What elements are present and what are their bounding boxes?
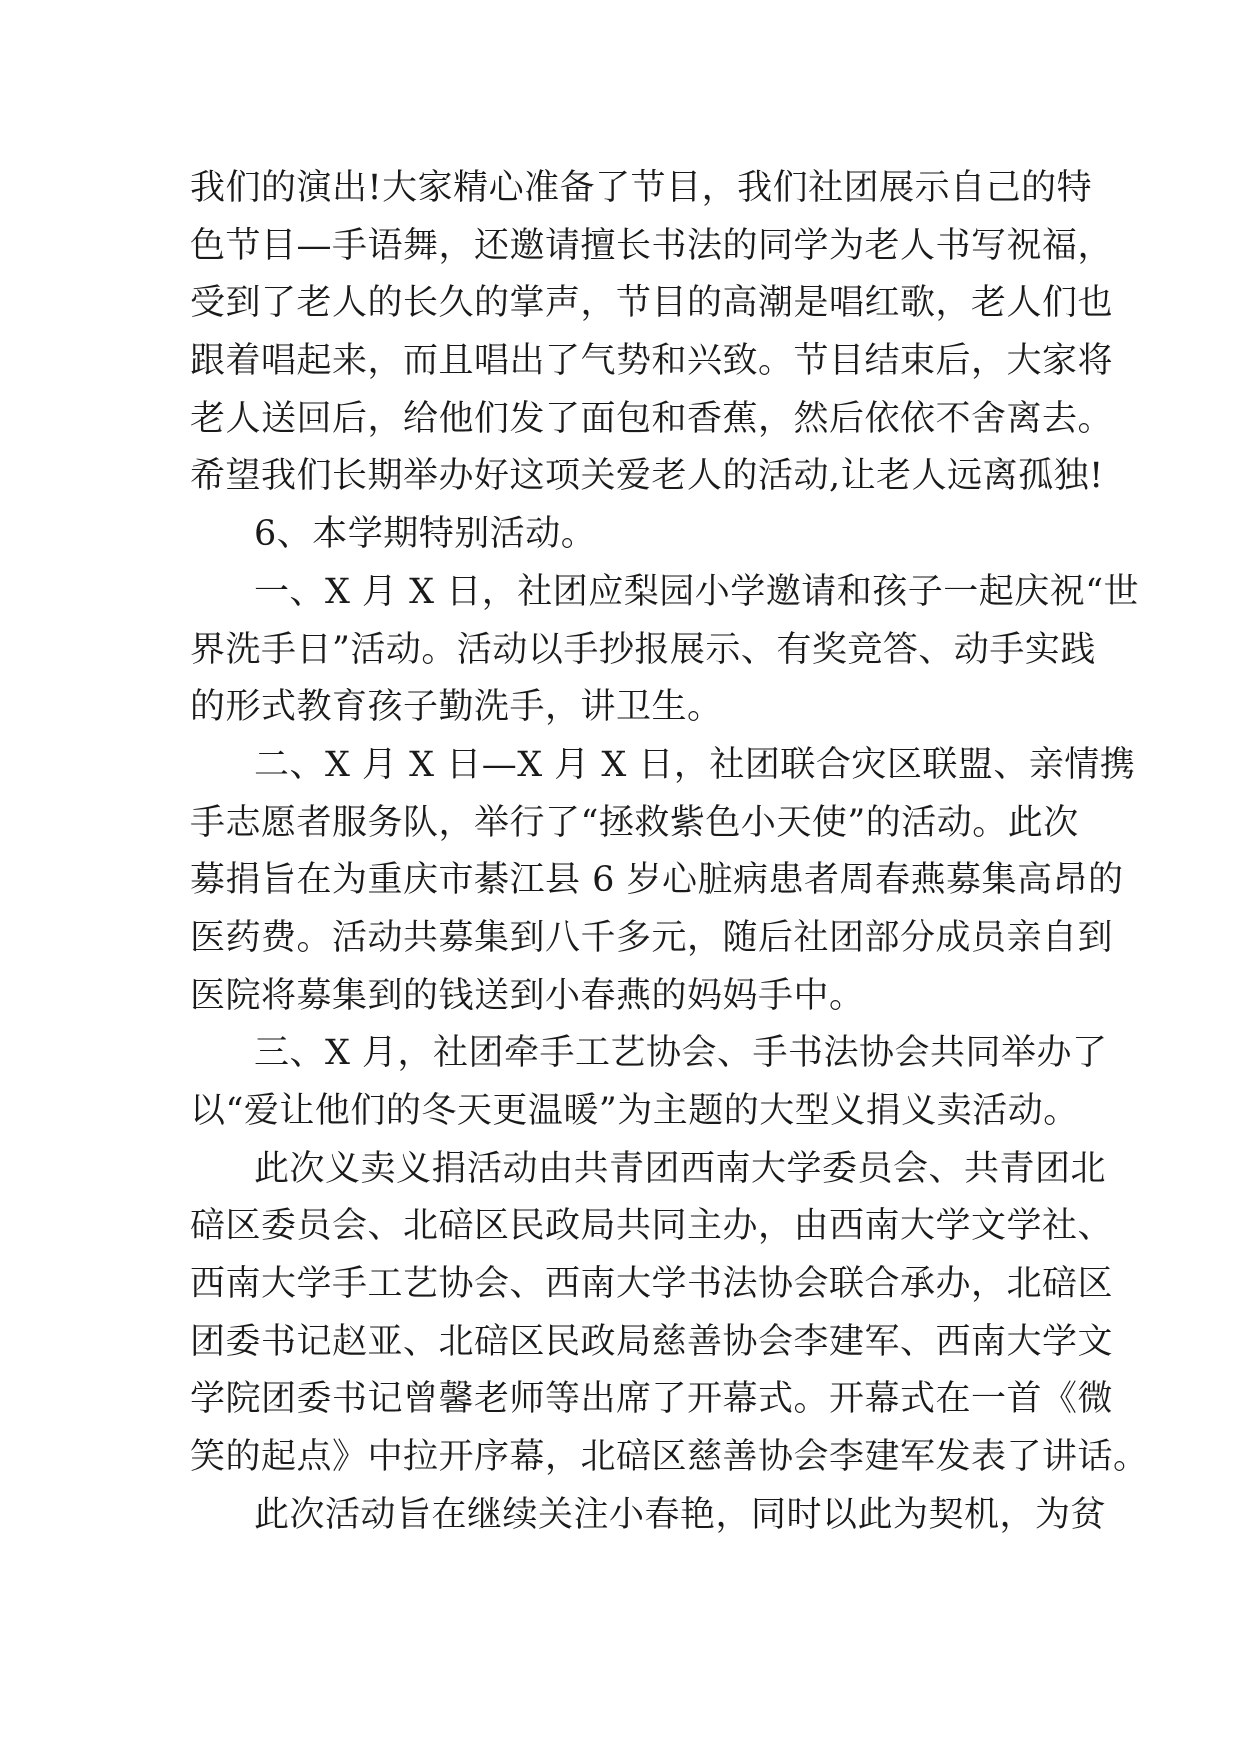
text-line: 团委书记赵亚、北碚区民政局慈善协会李建军、西南大学文 bbox=[190, 1321, 1114, 1362]
text-line: 此次义卖义捐活动由共青团西南大学委员会、共青团北 bbox=[254, 1148, 1107, 1189]
text-line: 二、X 月 X 日—X 月 X 日，社团联合灾区联盟、亲情携 bbox=[254, 744, 1136, 785]
body-text bbox=[190, 160, 1149, 1545]
text-line: 受到了老人的长久的掌声，节目的高潮是唱红歌，老人们也 bbox=[190, 283, 1114, 324]
text-line: 色节目—手语舞，还邀请擅长书法的同学为老人书写祝福， bbox=[190, 225, 1114, 266]
text-line: 募捐旨在为重庆市綦江县 6 岁心脏病患者周春燕募集高昂的 bbox=[190, 860, 1124, 901]
text-line: 界洗手日”活动。活动以手抄报展示、有奖竞答、动手实践 bbox=[190, 629, 1096, 670]
text-line: 6、本学期特别活动。 bbox=[254, 514, 597, 555]
text-line: 医院将募集到的钱送到小春燕的妈妈手中。 bbox=[190, 975, 865, 1016]
text-line: 学院团委书记曾馨老师等出席了开幕式。开幕式在一首《微 bbox=[190, 1379, 1114, 1420]
text-line: 手志愿者服务队，举行了“拯救紫色小天使”的活动。此次 bbox=[190, 802, 1079, 843]
text-line: 一、X 月 X 日，社团应梨园小学邀请和孩子一起庆祝“世 bbox=[254, 571, 1140, 612]
text-line: 碚区委员会、北碚区民政局共同主办，由西南大学文学社、 bbox=[190, 1206, 1114, 1247]
text-line: 此次活动旨在继续关注小春艳，同时以此为契机，为贫 bbox=[254, 1494, 1107, 1535]
text-line: 跟着唱起来，而且唱出了气势和兴致。节目结束后，大家将 bbox=[190, 341, 1114, 382]
text-line: 三、X 月，社团牵手工艺协会、手书法协会共同举办了 bbox=[254, 1033, 1108, 1074]
text-line: 笑的起点》中拉开序幕，北碚区慈善协会李建军发表了讲话。 bbox=[190, 1437, 1149, 1478]
text-line: 希望我们长期举办好这项关爱老人的活动,让老人远离孤独! bbox=[190, 456, 1104, 497]
text-line: 以“爱让他们的冬天更温暖”为主题的大型义捐义卖活动。 bbox=[190, 1091, 1079, 1131]
text-line: 医药费。活动共募集到八千多元，随后社团部分成员亲自到 bbox=[190, 917, 1114, 958]
text-line: 西南大学手工艺协会、西南大学书法协会联合承办，北碚区 bbox=[190, 1264, 1114, 1305]
text-line: 的形式教育孩子勤洗手，讲卫生。 bbox=[190, 687, 723, 728]
text-line: 我们的演出!大家精心准备了节目，我们社团展示自己的特 bbox=[190, 168, 1093, 208]
text-line: 老人送回后，给他们发了面包和香蕉，然后依依不舍离去。 bbox=[190, 398, 1114, 439]
